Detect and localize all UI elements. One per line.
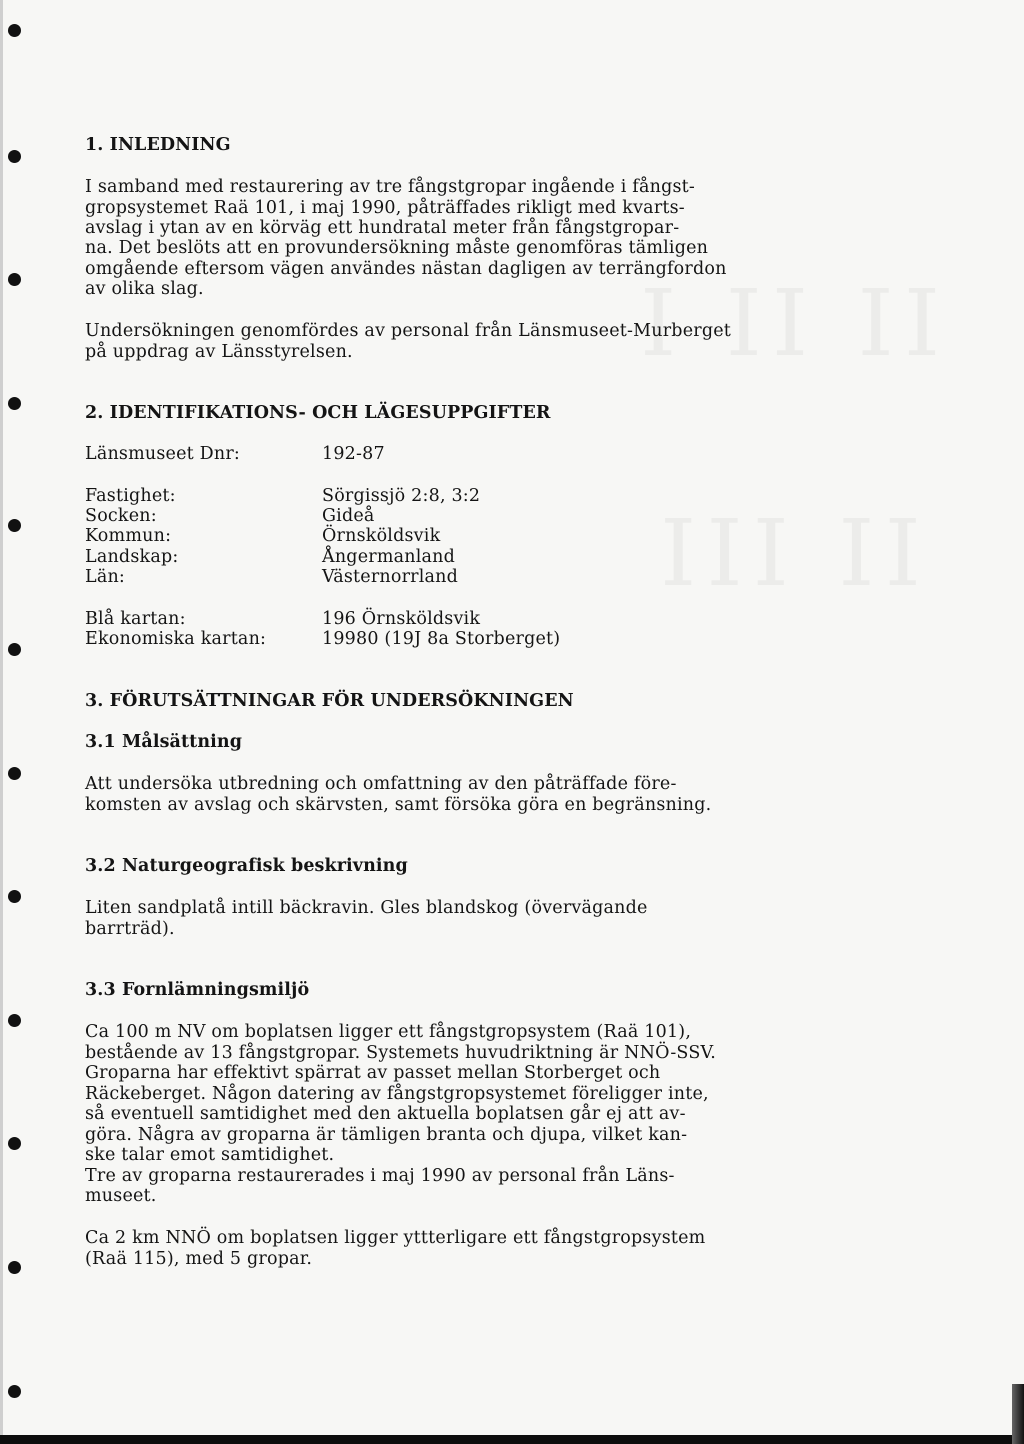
map-value: 196 Örnsköldsvik — [322, 609, 481, 629]
punch-hole — [8, 273, 21, 286]
page-left-edge — [0, 0, 3, 1444]
punch-hole — [8, 397, 21, 410]
paragraph-line: komsten av avslag och skärvsten, samt försöka göra en begränsning. — [85, 795, 712, 815]
show-through-ghost-2 — [660, 500, 931, 607]
paragraph-line: (Raä 115), med 5 gropar. — [85, 1249, 313, 1269]
field-label: Socken: — [85, 506, 157, 526]
paragraph-line: gropsystemet Raä 101, i maj 1990, påträffades rikligt med kvarts- — [85, 198, 685, 218]
punch-hole — [8, 890, 21, 903]
field-value: Örnsköldsvik — [322, 526, 441, 546]
punch-hole — [8, 519, 21, 532]
punch-hole — [8, 1137, 21, 1150]
field-label: Landskap: — [85, 547, 179, 567]
field-value: Gideå — [322, 506, 375, 526]
paragraph-line: avslag i ytan av en körväg ett hundratal meter från fångstgropar- — [85, 218, 680, 238]
paragraph-line: na. Det beslöts att en provundersökning måste genomföras tämligen — [85, 238, 709, 258]
subsection-3-2-heading: 3.2 Naturgeografisk beskrivning — [85, 856, 408, 876]
section-2-heading: 2. IDENTIFIKATIONS- OCH LÄGESUPPGIFTER — [85, 403, 551, 423]
page-bottom-edge — [0, 1435, 1024, 1444]
field-label: Kommun: — [85, 526, 172, 546]
punch-hole — [8, 643, 21, 656]
paragraph-line: Groparna har effektivt spärrat av passet mellan Storberget och — [85, 1063, 661, 1083]
field-value: Västernorrland — [322, 567, 459, 587]
subsection-3-3-heading: 3.3 Fornlämningsmiljö — [85, 980, 310, 1000]
punch-hole — [8, 1261, 21, 1274]
paragraph-line: göra. Några av groparna är tämligen branta och djupa, vilket kan- — [85, 1125, 688, 1145]
map-value: 19980 (19J 8a Storberget) — [322, 629, 561, 649]
paragraph-line: Att undersöka utbredning och omfattning av den påträffade före- — [85, 774, 677, 794]
field-value: Sörgissjö 2:8, 3:2 — [322, 486, 481, 506]
section-1-heading: 1. INLEDNING — [85, 135, 231, 155]
punch-hole — [8, 24, 21, 37]
field-value: Ångermanland — [322, 547, 456, 567]
paragraph-line: Liten sandplatå intill bäckravin. Gles blandskog (övervägande — [85, 898, 648, 918]
paragraph-line: Ca 100 m NV om boplatsen ligger ett fångstgropsystem (Raä 101), — [85, 1022, 692, 1042]
paragraph-line: av olika slag. — [85, 279, 204, 299]
punch-hole — [8, 150, 21, 163]
page-corner-shadow — [1012, 1384, 1024, 1444]
punch-hole — [8, 767, 21, 780]
section-3-heading: 3. FÖRUTSÄTTNINGAR FÖR UNDERSÖKNINGEN — [85, 691, 574, 711]
paragraph-line: bestående av 13 fångstgropar. Systemets huvudriktning är NNÖ-SSV. — [85, 1043, 717, 1063]
paragraph-line: så eventuell samtidighet med den aktuella boplatsen går ej att av- — [85, 1104, 686, 1124]
punch-hole — [8, 1385, 21, 1398]
map-label: Ekonomiska kartan: — [85, 629, 267, 649]
paragraph-line: I samband med restaurering av tre fångstgropar ingående i fångst- — [85, 177, 696, 197]
dnr-value: 192-87 — [322, 444, 385, 464]
paragraph-line: Tre av groparna restaurerades i maj 1990 av personal från Läns- — [85, 1166, 675, 1186]
field-label: Län: — [85, 567, 126, 587]
paragraph-line: omgående eftersom vägen användes nästan dagligen av terrängfordon — [85, 259, 727, 279]
punch-hole — [8, 1014, 21, 1027]
paragraph-line: museet. — [85, 1186, 157, 1206]
paragraph-line: ske talar emot samtidighet. — [85, 1145, 335, 1165]
paragraph-line: Räckeberget. Någon datering av fångstgropsystemet föreligger inte, — [85, 1084, 709, 1104]
field-label: Fastighet: — [85, 486, 176, 506]
paragraph-line: på uppdrag av Länsstyrelsen. — [85, 342, 353, 362]
subsection-3-1-heading: 3.1 Målsättning — [85, 732, 243, 752]
paragraph-line: Ca 2 km NNÖ om boplatsen ligger yttterligare ett fångstgropsystem — [85, 1228, 706, 1248]
paragraph-line: Undersökningen genomfördes av personal från Länsmuseet-Murberget — [85, 321, 732, 341]
map-label: Blå kartan: — [85, 609, 186, 629]
dnr-label: Länsmuseet Dnr: — [85, 444, 241, 464]
paragraph-line: barrträd). — [85, 919, 175, 939]
